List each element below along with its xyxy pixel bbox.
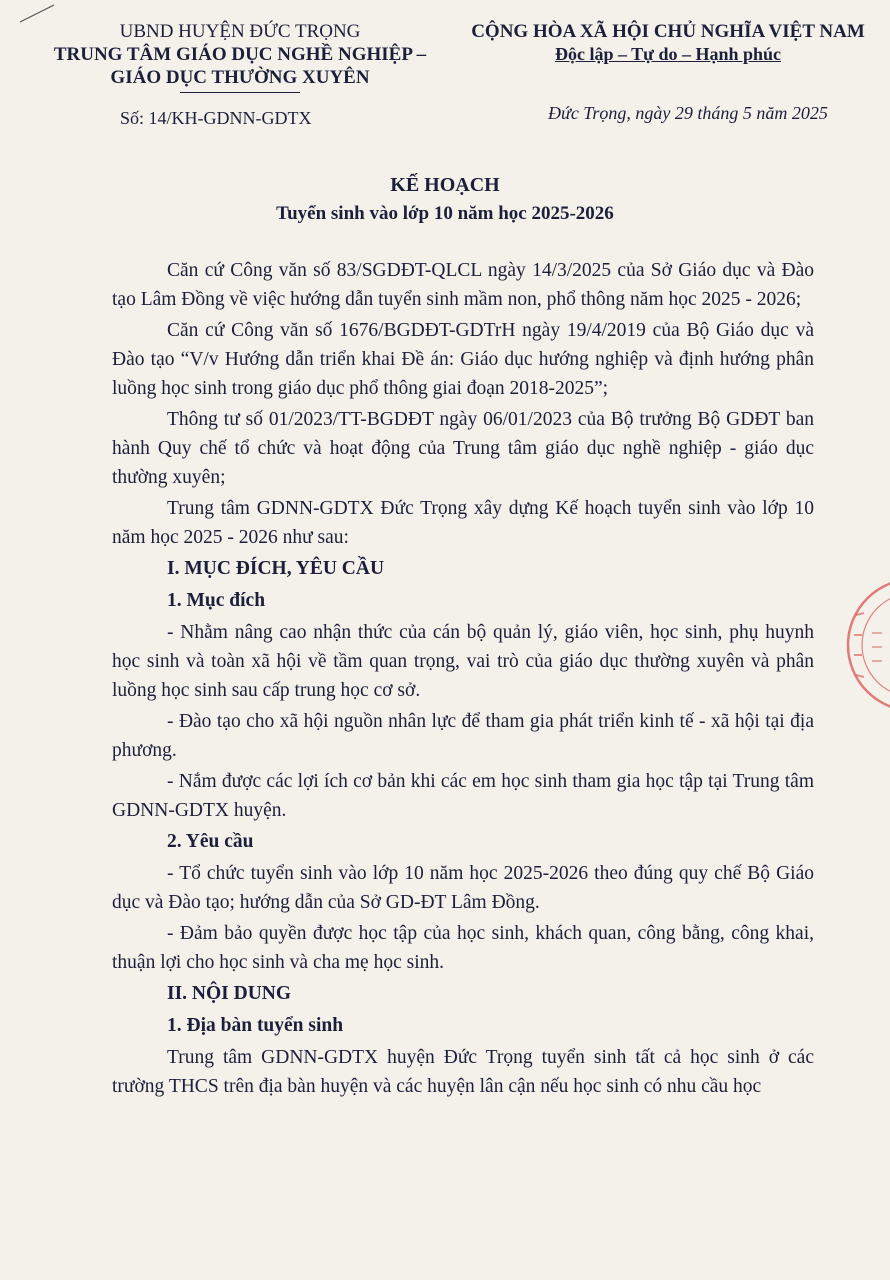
paragraph: Trung tâm GDNN-GDTX huyện Đức Trọng tuyển sinh tất cả học sinh ở các trường THCS trên địa bàn huyện và các huyện lân cận nếu học sinh có nhu cầu học <box>112 1047 814 1097</box>
paragraph: Trung tâm GDNN-GDTX Đức Trọng xây dựng Kế hoạch tuyển sinh vào lớp 10 năm học 2025 - 2026 như sau: <box>112 498 814 548</box>
authority-underline <box>180 92 300 93</box>
authority-line-2: TRUNG TÂM GIÁO DỤC NGHỀ NGHIỆP – <box>53 44 427 65</box>
subsection-heading: 2. Yêu cầu <box>167 831 254 852</box>
paragraph: - Nhằm nâng cao nhận thức của cán bộ quản lý, giáo viên, học sinh, phụ huynh học sinh và toàn xã hội về tầm quan trọng, vai trò của giáo dục thường xuyên và phân luồng học sinh sau cấp trung học cơ sở. <box>112 622 814 701</box>
paragraph: - Tổ chức tuyển sinh vào lớp 10 năm học 2025-2026 theo đúng quy chế Bộ Giáo dục và Đào tạo; hướng dẫn của Sở GD-ĐT Lâm Đồng. <box>112 863 814 913</box>
document-number: Số: 14/KH-GDNN-GDTX <box>120 108 312 128</box>
paragraph: Căn cứ Công văn số 83/SGDĐT-QLCL ngày 14/3/2025 của Sở Giáo dục và Đào tạo Lâm Đồng về việc hướng dẫn tuyển sinh mầm non, phổ thông năm học 2025 - 2026; <box>112 260 814 310</box>
place-date: Đức Trọng, ngày 29 tháng 5 năm 2025 <box>548 103 828 123</box>
paragraph: - Đào tạo cho xã hội nguồn nhân lực để tham gia phát triển kinh tế - xã hội tại địa phương. <box>112 711 814 761</box>
subsection-heading: 1. Địa bàn tuyển sinh <box>167 1015 344 1036</box>
national-title: CỘNG HÒA XÃ HỘI CHỦ NGHĨA VIỆT NAM <box>471 21 865 42</box>
authority-line-3: GIÁO DỤC THƯỜNG XUYÊN <box>110 67 370 88</box>
official-stamp <box>842 575 890 715</box>
section-heading: II. NỘI DUNG <box>167 983 292 1004</box>
national-motto: Độc lập – Tự do – Hạnh phúc <box>554 44 782 64</box>
paragraph: - Đảm bảo quyền được học tập của học sinh, khách quan, công bằng, công khai, thuận lợi cho học sinh và cha mẹ học sinh. <box>112 923 814 973</box>
document-subtitle: Tuyển sinh vào lớp 10 năm học 2025-2026 <box>276 203 614 224</box>
issuing-authority <box>40 20 440 93</box>
paragraph: - Nắm được các lợi ích cơ bản khi các em học sinh tham gia học tập tại Trung tâm GDNN-GDTX huyện. <box>112 771 814 821</box>
paragraph: Căn cứ Công văn số 1676/BGDĐT-GDTrH ngày 19/4/2019 của Bộ Giáo dục và Đào tạo “V/v Hướng dẫn triển khai Đề án: Giáo dục hướng nghiệp và định hướng phân luồng học sinh trong giáo dục phổ thông giai đoạn 2018-2025”; <box>112 320 814 399</box>
national-heading <box>448 20 888 66</box>
section-heading: I. MỤC ĐÍCH, YÊU CẦU <box>167 558 385 579</box>
subsection-heading: 1. Mục đích <box>167 590 266 611</box>
authority-line-1: UBND HUYỆN ĐỨC TRỌNG <box>119 21 361 42</box>
document-title: KẾ HOẠCH <box>390 174 500 196</box>
document-body <box>112 256 814 1103</box>
stamp-graphic <box>842 575 890 715</box>
paragraph: Thông tư số 01/2023/TT-BGDĐT ngày 06/01/2023 của Bộ trưởng Bộ GDĐT ban hành Quy chế tổ chức và hoạt động của Trung tâm giáo dục nghề nghiệp - giáo dục thường xuyên; <box>112 409 814 488</box>
